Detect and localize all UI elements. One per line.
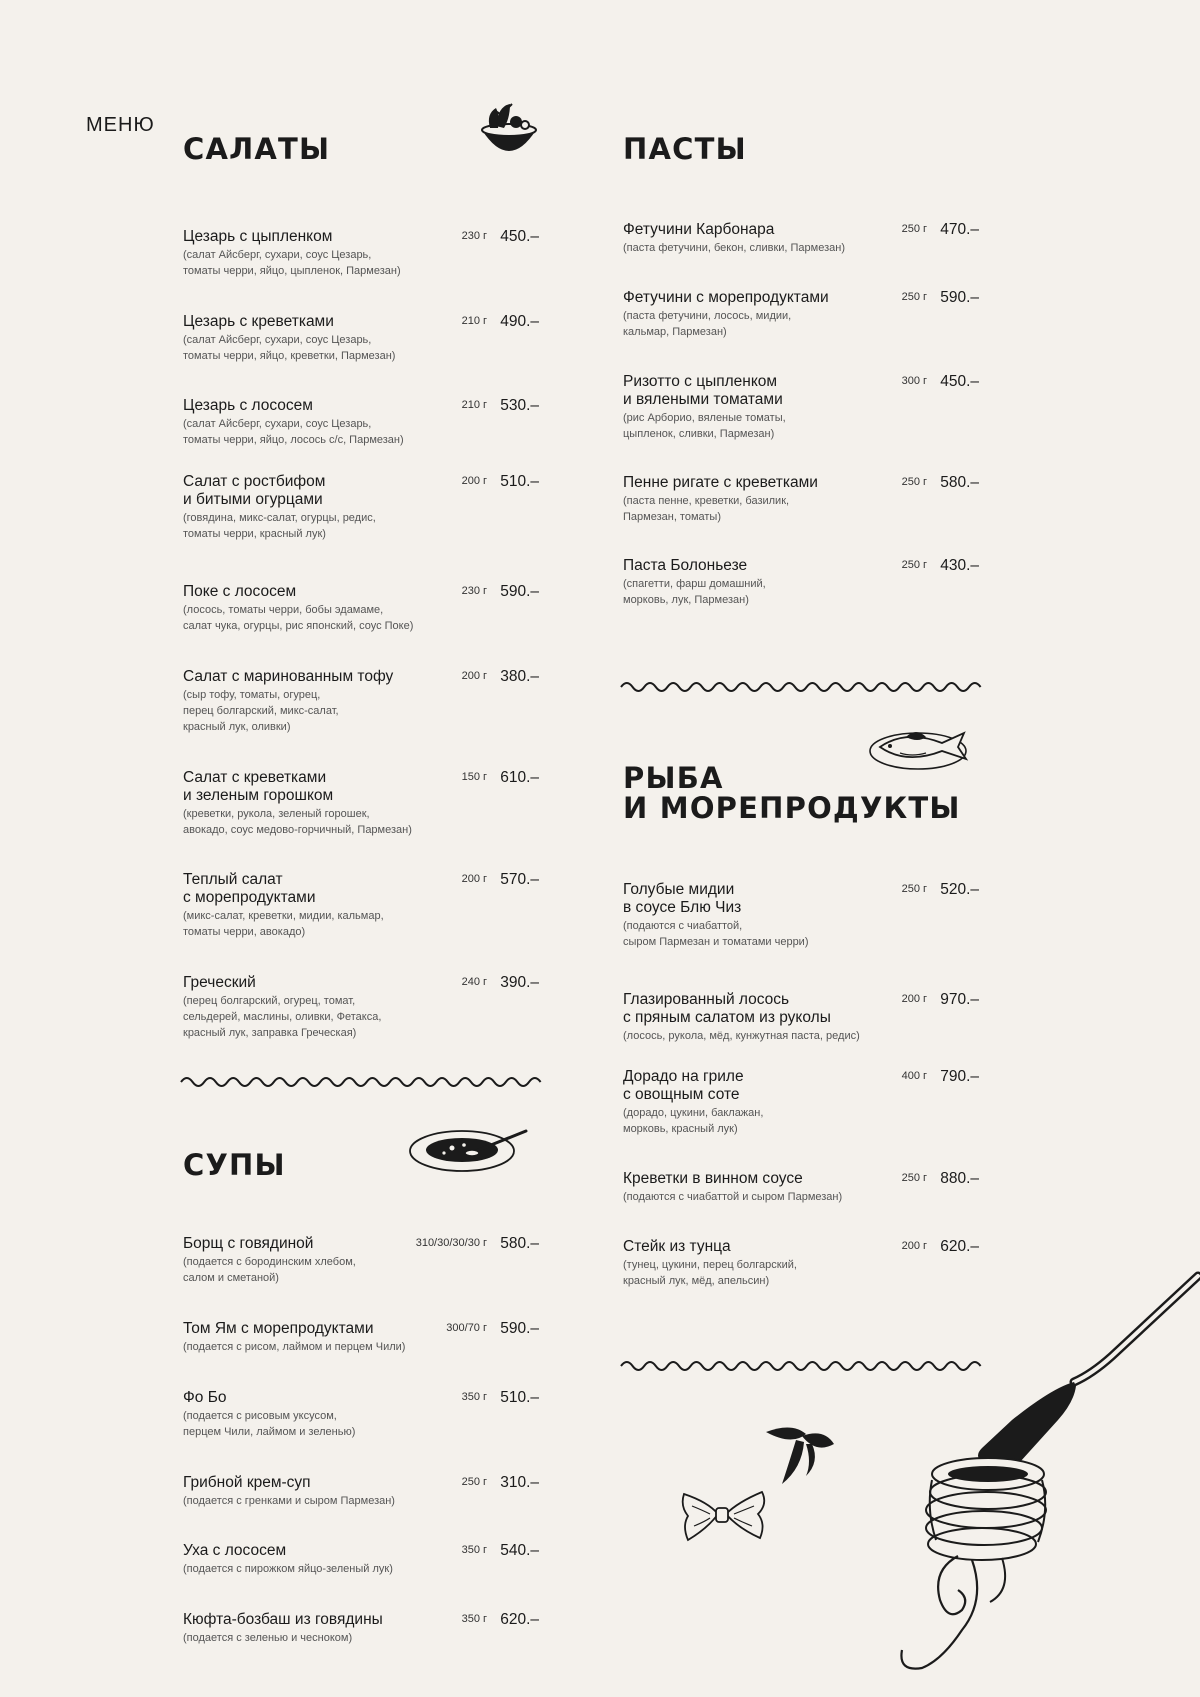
- item-name: Фетучини Карбонара: [623, 221, 775, 238]
- item-weight: 200 г: [461, 670, 487, 682]
- item-name: Поке с лососем: [183, 583, 297, 600]
- item-name: Теплый салат с морепродуктами: [183, 871, 316, 906]
- item-price: 570.–: [500, 871, 539, 888]
- item-description: (сыр тофу, томаты, огурец, перец болгарский, микс-салат, красный лук, оливки): [183, 689, 339, 733]
- item-weight: 250 г: [901, 291, 927, 303]
- item-description: (перец болгарский, огурец, томат, сельдерей, маслины, оливки, Фетакса, красный лук, заправка Греческая): [183, 995, 382, 1039]
- item-description: (подается с рисом, лаймом и перцем Чили): [183, 1341, 406, 1353]
- farfalle-icon: [678, 1486, 768, 1546]
- section-title-fish: РЫБА И МОРЕПРОДУКТЫ: [623, 761, 961, 825]
- item-weight: 240 г: [461, 976, 487, 988]
- item-name: Цезарь с цыпленком: [183, 228, 333, 245]
- item-description: (подается с гренками и сыром Пармезан): [183, 1495, 395, 1507]
- item-description: (паста пенне, креветки, базилик, Пармезан, томаты): [623, 495, 790, 523]
- soup-plate-icon: [406, 1123, 536, 1175]
- item-price: 620.–: [500, 1611, 539, 1628]
- item-name: Креветки в винном соусе: [623, 1170, 803, 1187]
- wave-divider: [179, 1072, 543, 1092]
- item-price: 510.–: [500, 1389, 539, 1406]
- item-weight: 350 г: [461, 1544, 487, 1556]
- item-description: (креветки, рукола, зеленый горошек, авокадо, соус медово-горчичный, Пармезан): [183, 808, 412, 836]
- item-weight: 250 г: [461, 1476, 487, 1488]
- item-weight: 200 г: [901, 993, 927, 1005]
- item-description: (салат Айсберг, сухари, соус Цезарь, томаты черри, яйцо, лосось с/с, Пармезан): [183, 418, 404, 446]
- item-price: 510.–: [500, 473, 539, 490]
- item-name: Паста Болоньезе: [623, 557, 748, 574]
- item-name: Голубые мидии в соусе Блю Чиз: [623, 881, 742, 916]
- item-description: (говядина, микс-салат, огурцы, редис, томаты черри, красный лук): [183, 512, 376, 540]
- item-description: (лосось, рукола, мёд, кунжутная паста, редис): [623, 1030, 860, 1042]
- item-price: 540.–: [500, 1542, 539, 1559]
- fork-spaghetti-illustration: [862, 1270, 1200, 1680]
- item-name: Кюфта-бозбаш из говядины: [183, 1611, 383, 1628]
- item-price: 490.–: [500, 313, 539, 330]
- item-description: (подается с бородинским хлебом, салом и сметаной): [183, 1256, 356, 1284]
- item-description: (тунец, цукини, перец болгарский, красный лук, мёд, апельсин): [623, 1259, 797, 1287]
- item-name: Салат с креветками и зеленым горошком: [183, 769, 334, 804]
- item-name: Том Ям с морепродуктами: [183, 1320, 374, 1337]
- item-description: (дорадо, цукини, баклажан, морковь, красный лук): [623, 1107, 764, 1135]
- item-price: 310.–: [500, 1474, 539, 1491]
- item-description: (рис Арборио, вяленые томаты, цыпленок, сливки, Пармезан): [623, 412, 786, 440]
- section-title-salads: САЛАТЫ: [183, 132, 331, 166]
- item-weight: 350 г: [461, 1391, 487, 1403]
- item-price: 470.–: [940, 221, 979, 238]
- item-weight: 200 г: [461, 475, 487, 487]
- item-price: 380.–: [500, 668, 539, 685]
- item-description: (подаются с чиабаттой и сыром Пармезан): [623, 1191, 843, 1203]
- item-description: (подается с рисовым уксусом, перцем Чили, лаймом и зеленью): [183, 1410, 356, 1438]
- menu-label: МЕНЮ: [86, 114, 155, 136]
- item-weight: 300/70 г: [446, 1322, 487, 1334]
- item-description: (микс-салат, креветки, мидии, кальмар, томаты черри, авокадо): [183, 910, 384, 938]
- item-name: Грибной крем-суп: [183, 1474, 311, 1491]
- item-weight: 250 г: [901, 476, 927, 488]
- item-description: (подаются с чиабаттой, сыром Пармезан и томатами черри): [623, 920, 809, 948]
- item-description: (паста фетучини, лосось, мидии, кальмар, Пармезан): [623, 310, 792, 338]
- item-weight: 210 г: [461, 315, 487, 327]
- item-name: Фетучини с морепродуктами: [623, 289, 829, 306]
- item-description: (паста фетучини, бекон, сливки, Пармезан): [623, 242, 845, 254]
- item-weight: 210 г: [461, 399, 487, 411]
- item-price: 610.–: [500, 769, 539, 786]
- item-price: 530.–: [500, 397, 539, 414]
- item-price: 580.–: [940, 474, 979, 491]
- item-weight: 250 г: [901, 559, 927, 571]
- fish-plate-icon: [866, 723, 976, 775]
- item-description: (лосось, томаты черри, бобы эдамаме, салат чука, огурцы, рис японский, соус Поке): [183, 604, 414, 632]
- item-name: Пенне ригате с креветками: [623, 474, 818, 491]
- section-title-pastas: ПАСТЫ: [623, 132, 747, 166]
- item-price: 880.–: [940, 1170, 979, 1187]
- item-weight: 200 г: [461, 873, 487, 885]
- item-price: 450.–: [500, 228, 539, 245]
- item-name: Ризотто с цыпленком и вялеными томатами: [623, 373, 783, 408]
- item-weight: 250 г: [901, 1172, 927, 1184]
- item-weight: 150 г: [461, 771, 487, 783]
- item-price: 590.–: [500, 1320, 539, 1337]
- left-column: [183, 0, 539, 1697]
- item-price: 970.–: [940, 991, 979, 1008]
- item-name: Глазированный лосось с пряным салатом из руколы: [623, 991, 831, 1026]
- wave-divider: [619, 677, 983, 697]
- item-weight: 400 г: [901, 1070, 927, 1082]
- salad-bowl-icon: [476, 100, 542, 166]
- item-name: Цезарь с креветками: [183, 313, 334, 330]
- item-description: (спагетти, фарш домашний, морковь, лук, Пармезан): [623, 578, 766, 606]
- item-description: (салат Айсберг, сухари, соус Цезарь, томаты черри, яйцо, креветки, Пармезан): [183, 334, 396, 362]
- item-weight: 250 г: [901, 883, 927, 895]
- item-weight: 250 г: [901, 223, 927, 235]
- item-name: Фо Бо: [183, 1389, 227, 1406]
- item-price: 580.–: [500, 1235, 539, 1252]
- item-name: Стейк из тунца: [623, 1238, 731, 1255]
- item-weight: 230 г: [461, 230, 487, 242]
- item-price: 450.–: [940, 373, 979, 390]
- item-name: Дорадо на гриле с овощным соте: [623, 1068, 744, 1103]
- item-description: (подается с пирожком яйцо-зеленый лук): [183, 1563, 393, 1575]
- item-description: (салат Айсберг, сухари, соус Цезарь, томаты черри, яйцо, цыпленок, Пармезан): [183, 249, 401, 277]
- basil-leaves-icon: [762, 1422, 838, 1488]
- item-description: (подается с зеленью и чесноком): [183, 1632, 353, 1644]
- item-weight: 310/30/30/30 г: [415, 1237, 487, 1249]
- item-name: Греческий: [183, 974, 256, 991]
- item-name: Уха с лососем: [183, 1542, 287, 1559]
- item-price: 390.–: [500, 974, 539, 991]
- item-price: 520.–: [940, 881, 979, 898]
- item-weight: 350 г: [461, 1613, 487, 1625]
- item-price: 590.–: [940, 289, 979, 306]
- item-price: 590.–: [500, 583, 539, 600]
- item-price: 790.–: [940, 1068, 979, 1085]
- section-title-soups: СУПЫ: [183, 1148, 286, 1182]
- item-weight: 200 г: [901, 1240, 927, 1252]
- item-weight: 300 г: [901, 375, 927, 387]
- item-name: Салат с ростбифом и битыми огурцами: [183, 473, 326, 508]
- item-name: Борщ с говядиной: [183, 1235, 314, 1252]
- item-weight: 230 г: [461, 585, 487, 597]
- item-name: Цезарь с лососем: [183, 397, 313, 414]
- item-price: 620.–: [940, 1238, 979, 1255]
- item-name: Салат с маринованным тофу: [183, 668, 394, 685]
- item-price: 430.–: [940, 557, 979, 574]
